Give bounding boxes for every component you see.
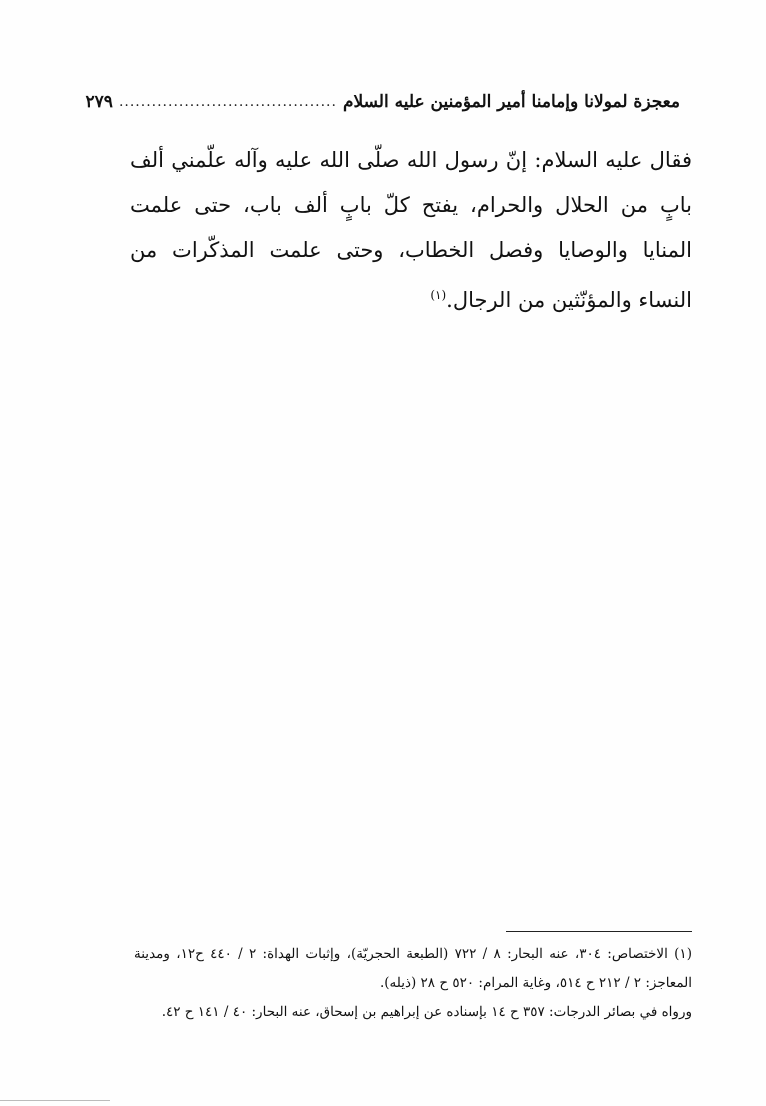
footnotes-section — [134, 940, 692, 1027]
scan-edge-line — [0, 1100, 110, 1101]
main-paragraph — [130, 138, 692, 323]
header-title: معجزة لمولانا وإمامنا أمير المؤمنين عليه السلام — [342, 92, 680, 112]
footnote-separator — [506, 931, 692, 932]
footnote-2: ورواه في بصائر الدرجات: ٣٥٧ ح ١٤ بإسناده عن إبراهيم بن إسحاق، عنه البحار: ٤٠ / ١٤١ ح ٤٢. — [161, 1004, 692, 1020]
header-leader-dots: ........................................ — [118, 94, 337, 110]
paragraph-text: فقال عليه السلام: إنّ رسول الله صلّى الله عليه وآله علّمني ألف بابٍ من الحلال والحرام، يفتح كلّ بابٍ ألف باب، حتى علمت المنايا والوصايا وفصل الخطاب، وحتى علمت المذكّرات من النساء والمؤنّثين من الرجال. — [130, 148, 692, 312]
footnote-reference: (١) — [430, 288, 447, 302]
page-number: ٢٧٩ — [85, 92, 113, 112]
footnote-1: (١) الاختصاص: ٣٠٤، عنه البحار: ٨ / ٧٢٢ (الطبعة الحجريّة)، وإثبات الهداة: ٢ / ٤٤٠ ح١٢، ومدينة المعاجز: ٢ / ٢١٢ ح ٥١٤، وغاية المرام: ٥٢٠ ح ٢٨ (ذيله). — [134, 946, 692, 991]
running-header — [85, 88, 680, 116]
